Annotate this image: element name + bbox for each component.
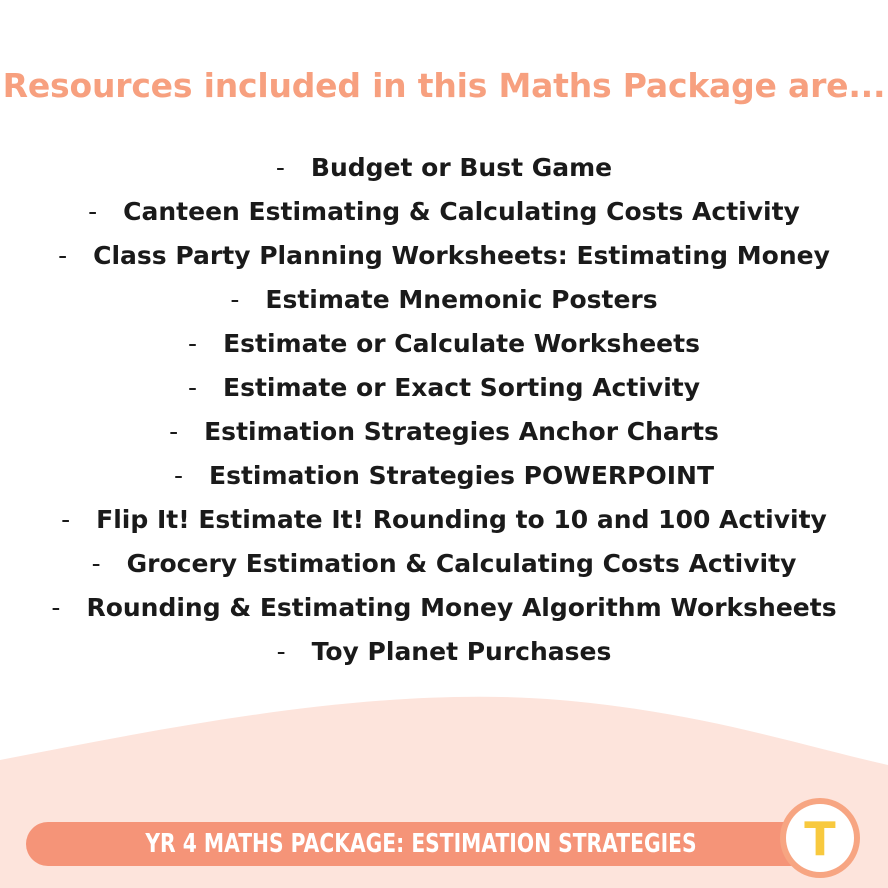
list-dash: - (51, 593, 61, 622)
list-item (0, 542, 888, 586)
resource-list (0, 146, 888, 674)
list-dash: - (88, 197, 98, 226)
list-item (0, 498, 888, 542)
list-item (0, 586, 888, 630)
list-dash: - (169, 417, 179, 446)
list-item (0, 278, 888, 322)
list-item (0, 410, 888, 454)
brand-logo (780, 798, 860, 878)
list-item (0, 234, 888, 278)
list-dash: - (91, 549, 101, 578)
footer-banner-label: YR 4 MATHS PACKAGE: ESTIMATION STRATEGIES (145, 829, 697, 859)
list-item-label: Canteen Estimating & Calculating Costs Activity (123, 197, 800, 226)
list-item-label: Grocery Estimation & Calculating Costs Activity (126, 549, 797, 578)
list-item (0, 190, 888, 234)
list-item-label: Estimate or Exact Sorting Activity (223, 373, 701, 402)
list-item-label: Flip It! Estimate It! Rounding to 10 and 100 Activity (96, 505, 827, 534)
list-item-label: Rounding & Estimating Money Algorithm Worksheets (86, 593, 837, 622)
brand-logo-letter: T (804, 812, 836, 866)
list-dash: - (61, 505, 71, 534)
list-item-label: Estimation Strategies POWERPOINT (209, 461, 715, 490)
list-item (0, 322, 888, 366)
list-item-label: Toy Planet Purchases (311, 637, 612, 666)
brand-logo-inner (786, 804, 854, 872)
list-dash: - (188, 329, 198, 358)
list-item-label: Estimate or Calculate Worksheets (223, 329, 700, 358)
list-dash: - (173, 461, 184, 490)
list-dash: - (230, 285, 240, 314)
list-item (0, 454, 888, 498)
list-dash: - (276, 637, 286, 666)
list-dash: - (187, 373, 198, 402)
list-item (0, 146, 888, 190)
list-item-label: Budget or Bust Game (310, 153, 613, 182)
list-dash: - (58, 241, 68, 270)
list-item (0, 366, 888, 410)
page-heading: Resources included in this Maths Package are... (2, 66, 886, 105)
list-item-label: Estimation Strategies Anchor Charts (204, 417, 719, 446)
list-dash: - (275, 153, 285, 182)
list-item (0, 630, 888, 674)
list-item-label: Estimate Mnemonic Posters (265, 285, 658, 314)
list-item-label: Class Party Planning Worksheets: Estimating Money (93, 241, 830, 270)
